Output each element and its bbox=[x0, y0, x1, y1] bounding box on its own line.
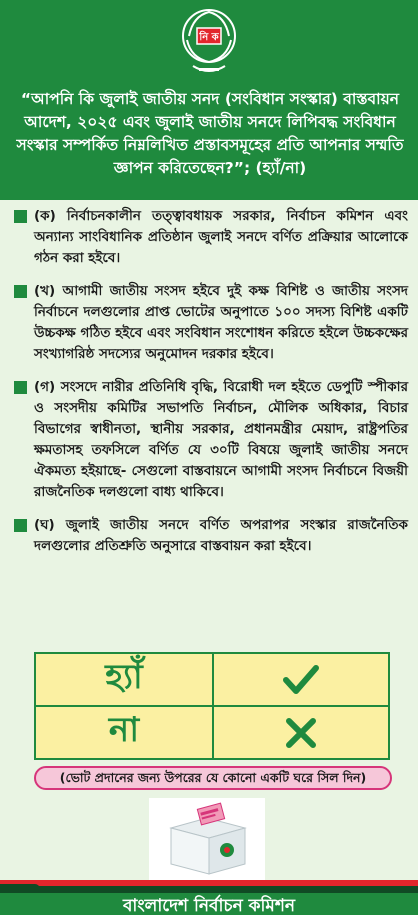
proposal-item-gha bbox=[12, 515, 408, 557]
square-bullet-icon bbox=[14, 210, 27, 223]
no-label: না bbox=[108, 710, 140, 750]
header-banner bbox=[0, 0, 418, 200]
ballot-box-icon bbox=[149, 798, 265, 880]
proposal-text: (ক) নির্বাচনকালীন তত্ত্বাবধায়ক সরকার, নির্বাচন কমিশন এবং অন্যান্য সাংবিধানিক প্রতিষ্ঠান জুলাই সনদে বর্ণিত প্রক্রিয়ার আলোকে গঠন করা হইবে। bbox=[34, 208, 408, 266]
square-bullet-icon bbox=[14, 519, 27, 532]
check-icon bbox=[281, 662, 321, 698]
proposal-list bbox=[12, 206, 408, 569]
proposal-item-kha bbox=[12, 281, 408, 365]
proposal-text: (খ) আগামী জাতীয় সংসদ হইবে দুই কক্ষ বিশিষ্ট ও জাতীয় সংসদ নির্বাচনে দলগুলোর প্রাপ্ত ভোটের অনুপাতে ১০০ সদস্য বিশিষ্ট একটি উচ্চকক্ষ গঠিত হইবে এবং সংবিধান সংশোধন করিতে হইলে উচ্চকক্ষের সংখ্যাগরিষ্ঠ সদস্যের অনুমোদন দরকার হইবে। bbox=[34, 283, 408, 362]
emblem-text: নি ক bbox=[199, 32, 219, 43]
proposal-item-ga bbox=[12, 377, 408, 503]
proposal-text: (ঘ) জুলাই জাতীয় সনদে বর্ণিত অপরাপর সংস্কার রাজনৈতিক দলগুলোর প্রতিশ্রুতি অনুসারে বাস্তবায়ন করা হইবে। bbox=[34, 517, 408, 554]
yes-label-cell[interactable] bbox=[36, 654, 212, 705]
no-mark-cell[interactable] bbox=[214, 707, 388, 758]
proposal-item-ka bbox=[12, 206, 408, 269]
ballot-grid bbox=[34, 652, 390, 760]
proposal-text: (গ) সংসদে নারীর প্রতিনিধি বৃদ্ধি, বিরোধী দল হইতে ডেপুটি স্পীকার ও সংসদীয় কমিটির সভাপতি নির্বাচন, মৌলিক অধিকার, বিচার বিভাগের স্বাধীনতা, স্থানীয় সরকার, প্রধানমন্ত্রীর মেয়াদ, রাষ্ট্রপতির ক্ষমতাসহ তফসিলে বর্ণিত যে ৩০টি বিষয়ে জুলাই জাতীয় সনদে ঐকমত্য হইয়াছে- সেগুলো বাস্তবায়নে আগামী সংসদ নির্বাচনে বিজয়ী রাজনৈতিক দলগুলো বাধ্য থাকিবে। bbox=[34, 379, 408, 500]
square-bullet-icon bbox=[14, 285, 27, 298]
yes-label: হ্যাঁ bbox=[105, 657, 143, 697]
ballot-box-image bbox=[149, 798, 265, 880]
yes-mark-cell[interactable] bbox=[214, 654, 388, 705]
referendum-question: “আপনি কি জুলাই জাতীয় সনদ (সংবিধান সংস্কার) বাস্তবায়ন আদেশ, ২০২৫ এবং জুলাই জাতীয় সনদে লিপিবদ্ধ সংবিধান সংস্কার সম্পর্কিত নিম্নলিখিত প্রস্তাবসমূহের প্রতি আপনার সম্মতি জ্ঞাপন করিতেছেন?”; (হ্যাঁ/না) bbox=[16, 90, 404, 177]
voting-instruction: (ভোট প্রদানের জন্য উপরের যে কোনো একটি ঘরে সিল দিন) bbox=[34, 766, 392, 790]
no-label-cell[interactable] bbox=[36, 707, 212, 758]
cross-icon bbox=[281, 715, 321, 751]
election-commission-emblem bbox=[179, 6, 239, 80]
square-bullet-icon bbox=[14, 381, 27, 394]
footer-org-name: বাংলাদেশ নির্বাচন কমিশন bbox=[0, 893, 418, 915]
